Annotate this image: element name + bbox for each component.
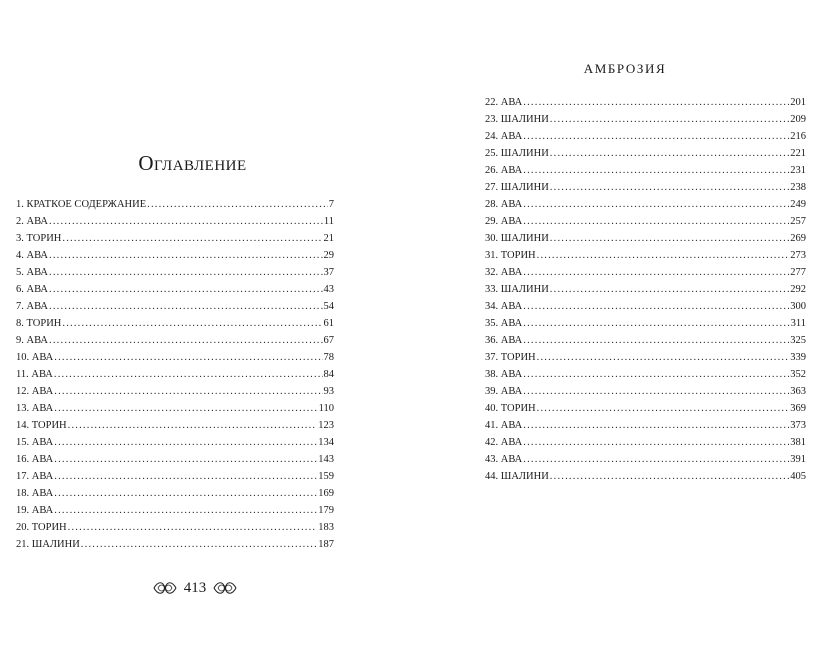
dot-leader	[537, 349, 790, 366]
dot-leader	[550, 230, 789, 247]
toc-entry	[16, 502, 334, 519]
dot-leader	[62, 315, 322, 332]
dot-leader	[523, 162, 789, 179]
swirl-ornament-icon	[212, 579, 238, 597]
dot-leader	[550, 281, 789, 298]
toc-entry-label: 31. ТОРИН	[485, 250, 536, 261]
toc-entry-label: 30. ШАЛИНИ	[485, 233, 549, 244]
toc-entry-page: 37	[323, 267, 334, 278]
toc-entry-page: 93	[323, 386, 334, 397]
toc-entry-label: 22. АВА	[485, 97, 523, 108]
toc-entry-label: 7. АВА	[16, 301, 49, 312]
toc-entry-page: 183	[318, 522, 334, 533]
toc-entry-label: 29. АВА	[485, 216, 523, 227]
toc-entry-page: 231	[790, 165, 806, 176]
toc-entry-label: 12. АВА	[16, 386, 54, 397]
toc-entry-label: 40. ТОРИН	[485, 403, 536, 414]
toc-entry-label: 28. АВА	[485, 199, 523, 210]
toc-entry	[485, 213, 806, 230]
dot-leader	[537, 400, 790, 417]
toc-entry-page: 7	[328, 199, 334, 210]
toc-entry-page: 209	[790, 114, 806, 125]
toc-entry	[485, 128, 806, 145]
toc-entry	[485, 162, 806, 179]
toc-entry-page: 21	[323, 233, 334, 244]
dot-leader	[54, 349, 322, 366]
toc-entry-label: 15. АВА	[16, 437, 54, 448]
toc-entry	[16, 417, 334, 434]
dot-leader	[49, 264, 322, 281]
toc-entry-page: 67	[323, 335, 334, 346]
toc-entry-page: 300	[790, 301, 806, 312]
toc-entry-page: 257	[790, 216, 806, 227]
toc-entry-label: 27. ШАЛИНИ	[485, 182, 549, 193]
dot-leader	[523, 315, 789, 332]
toc-entry	[16, 536, 334, 553]
toc-entry	[16, 213, 334, 230]
toc-entry-page: 369	[790, 403, 806, 414]
toc-entry-page: 269	[790, 233, 806, 244]
toc-entry-label: 20. ТОРИН	[16, 522, 67, 533]
toc-entry	[16, 196, 334, 213]
toc-entry-page: 363	[790, 386, 806, 397]
dot-leader	[147, 196, 328, 213]
toc-entry	[485, 451, 806, 468]
dot-leader	[550, 111, 789, 128]
toc-entry	[16, 264, 334, 281]
toc-entry-label: 36. АВА	[485, 335, 523, 346]
toc-entry-page: 311	[790, 318, 806, 329]
toc-entry-label: 14. ТОРИН	[16, 420, 67, 431]
toc-entry-page: 78	[323, 352, 334, 363]
toc-entry-label: 19. АВА	[16, 505, 54, 516]
toc-entry	[16, 451, 334, 468]
toc-entry-label: 25. ШАЛИНИ	[485, 148, 549, 159]
toc-entry	[16, 315, 334, 332]
toc-entry-page: 187	[318, 539, 334, 550]
toc-entry-page: 292	[790, 284, 806, 295]
toc-entry-label: 11. АВА	[16, 369, 53, 380]
toc-entry-page: 273	[790, 250, 806, 261]
toc-entry-page: 169	[318, 488, 334, 499]
toc-entry	[485, 332, 806, 349]
toc-entry-page: 110	[318, 403, 334, 414]
toc-entry-page: 143	[318, 454, 334, 465]
toc-entry	[16, 332, 334, 349]
toc-entry-label: 9. АВА	[16, 335, 49, 346]
toc-entry-page: 373	[790, 420, 806, 431]
toc-entry-label: 5. АВА	[16, 267, 49, 278]
dot-leader	[550, 468, 789, 485]
toc-entry-page: 179	[318, 505, 334, 516]
toc-entry	[485, 417, 806, 434]
dot-leader	[49, 213, 323, 230]
dot-leader	[68, 417, 318, 434]
toc-entry-label: 13. АВА	[16, 403, 54, 414]
toc-entry	[16, 349, 334, 366]
dot-leader	[523, 94, 789, 111]
toc-entry-page: 221	[790, 148, 806, 159]
toc-entry-label: 32. АВА	[485, 267, 523, 278]
toc-entry-page: 381	[790, 437, 806, 448]
toc-entry-page: 84	[323, 369, 334, 380]
toc-entry-label: 18. АВА	[16, 488, 54, 499]
toc-entry	[485, 196, 806, 213]
running-head: АМБРОЗИЯ	[583, 61, 667, 76]
toc-entry-page: 159	[318, 471, 334, 482]
toc-entry	[16, 400, 334, 417]
toc-entry	[16, 298, 334, 315]
dot-leader	[54, 383, 322, 400]
toc-entry-page: 277	[790, 267, 806, 278]
dot-leader	[523, 366, 789, 383]
toc-entry-page: 11	[323, 216, 334, 227]
toc-entry-page: 216	[790, 131, 806, 142]
toc-entry	[485, 400, 806, 417]
dot-leader	[523, 434, 789, 451]
dot-leader	[54, 485, 317, 502]
toc-entry-page: 201	[790, 97, 806, 108]
toc-entry-label: 21. ШАЛИНИ	[16, 539, 80, 550]
dot-leader	[54, 400, 317, 417]
dot-leader	[523, 128, 789, 145]
dot-leader	[523, 264, 789, 281]
toc-entry	[485, 434, 806, 451]
toc-entry	[485, 315, 806, 332]
toc-entry-label: 37. ТОРИН	[485, 352, 536, 363]
right-page	[410, 0, 820, 661]
page-footer	[140, 575, 250, 601]
toc-entry	[485, 468, 806, 485]
toc-entry-label: 44. ШАЛИНИ	[485, 471, 549, 482]
toc-entry	[485, 298, 806, 315]
toc-entry	[16, 519, 334, 536]
toc-entry-page: 29	[323, 250, 334, 261]
toc-entry-page: 134	[318, 437, 334, 448]
toc-entry	[485, 94, 806, 111]
page-number: 413	[183, 579, 207, 596]
toc-list-left	[16, 196, 334, 553]
toc-entry-label: 41. АВА	[485, 420, 523, 431]
toc-entry	[16, 230, 334, 247]
dot-leader	[54, 434, 317, 451]
toc-entry	[16, 247, 334, 264]
dot-leader	[523, 332, 789, 349]
dot-leader	[49, 247, 322, 264]
toc-entry	[16, 485, 334, 502]
toc-entry-label: 33. ШАЛИНИ	[485, 284, 549, 295]
toc-entry-label: 24. АВА	[485, 131, 523, 142]
toc-entry-label: 2. АВА	[16, 216, 49, 227]
toc-entry	[16, 383, 334, 400]
toc-entry-page: 339	[790, 352, 806, 363]
dot-leader	[49, 281, 322, 298]
toc-entry-page: 123	[318, 420, 334, 431]
dot-leader	[550, 145, 789, 162]
dot-leader	[54, 366, 323, 383]
toc-entry-page: 54	[323, 301, 334, 312]
dot-leader	[54, 468, 317, 485]
dot-leader	[49, 298, 322, 315]
toc-entry	[16, 281, 334, 298]
toc-title: Оглавление	[138, 151, 247, 175]
toc-entry	[16, 366, 334, 383]
toc-entry	[485, 281, 806, 298]
toc-entry	[485, 349, 806, 366]
dot-leader	[537, 247, 790, 264]
toc-entry-page: 249	[790, 199, 806, 210]
toc-entry-label: 35. АВА	[485, 318, 523, 329]
toc-entry-label: 34. АВА	[485, 301, 523, 312]
dot-leader	[523, 417, 789, 434]
toc-entry	[16, 434, 334, 451]
toc-entry-label: 3. ТОРИН	[16, 233, 62, 244]
swirl-ornament-icon	[152, 579, 178, 597]
toc-entry-page: 405	[790, 471, 806, 482]
toc-entry	[485, 179, 806, 196]
toc-entry-label: 10. АВА	[16, 352, 54, 363]
toc-entry	[485, 230, 806, 247]
toc-entry	[485, 145, 806, 162]
toc-entry-label: 43. АВА	[485, 454, 523, 465]
dot-leader	[49, 332, 322, 349]
dot-leader	[523, 196, 789, 213]
toc-entry-label: 4. АВА	[16, 250, 49, 261]
toc-entry	[485, 111, 806, 128]
toc-entry-label: 42. АВА	[485, 437, 523, 448]
toc-entry-label: 26. АВА	[485, 165, 523, 176]
toc-entry-page: 43	[323, 284, 334, 295]
toc-entry-page: 391	[790, 454, 806, 465]
toc-entry-label: 38. АВА	[485, 369, 523, 380]
toc-entry-label: 16. АВА	[16, 454, 54, 465]
dot-leader	[62, 230, 322, 247]
dot-leader	[81, 536, 317, 553]
toc-list-right	[485, 94, 806, 485]
toc-entry-label: 6. АВА	[16, 284, 49, 295]
toc-entry-label: 17. АВА	[16, 471, 54, 482]
dot-leader	[68, 519, 318, 536]
toc-entry-page: 61	[323, 318, 334, 329]
dot-leader	[54, 502, 317, 519]
toc-entry	[485, 366, 806, 383]
dot-leader	[550, 179, 789, 196]
dot-leader	[523, 213, 789, 230]
toc-entry-page: 352	[790, 369, 806, 380]
dot-leader	[523, 451, 789, 468]
dot-leader	[523, 383, 789, 400]
toc-entry-label: 39. АВА	[485, 386, 523, 397]
toc-entry-label: 23. ШАЛИНИ	[485, 114, 549, 125]
toc-entry-page: 238	[790, 182, 806, 193]
toc-entry-label: 1. КРАТКОЕ СОДЕРЖАНИЕ	[16, 199, 147, 210]
toc-entry-page: 325	[790, 335, 806, 346]
toc-entry-label: 8. ТОРИН	[16, 318, 62, 329]
toc-entry	[16, 468, 334, 485]
toc-entry	[485, 264, 806, 281]
dot-leader	[54, 451, 317, 468]
toc-entry	[485, 247, 806, 264]
dot-leader	[523, 298, 789, 315]
toc-entry	[485, 383, 806, 400]
